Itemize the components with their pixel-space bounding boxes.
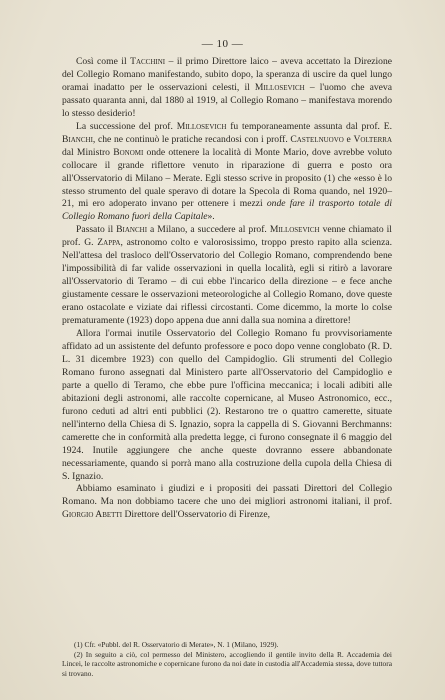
text-run: Direttore dell'Osservatorio di Firenze, [122, 509, 271, 521]
text-run: Abbiamo esaminato i giudizi e i propositi dei passati Direttori del Collegio Romano. Ma non dobbiamo tacere che uno dei migliori astronomi italiani, il prof. [62, 483, 392, 508]
text-run: La successione del prof. [76, 120, 177, 132]
proper-name: Millosevich [269, 224, 320, 236]
text-run: onde ottenere la località di Monte Mario, dove avrebbe voluto collocare il grande riflettore venuto in riparazione di guerra e posto ora all'Osservatorio di Milano – Merate. Egli stesso scrive in proposito (1) che «esso è lo stesso strumento del quale speravo di dotare la Specola di Roma quando, nel 1920–21, mi ero adoperato invano per ottenere i mezzi [62, 146, 392, 210]
paragraph [62, 56, 392, 121]
proper-name: Millosevich [254, 81, 305, 93]
proper-name: Castelnuovo [290, 133, 344, 145]
text-run: Passato il [76, 224, 117, 236]
footnote: (1) Cfr. «Pubbl. del R. Osservatorio di Merate», N. 1 (Milano, 1929). [74, 640, 279, 649]
text-run: , astronomo colto e valorosissimo, troppo presto rapito alla scienza. Nell'attesa del trasloco dell'Osservatorio del Collegio Romano, comprendendo bene l'impossibilità di far valide osservazioni in quella località, egli si ritirò a lavorare all'Osservatorio di Teramo – di cui ebbe l'incarico della direzione – e fece anche giustamente cessare le osservazioni meteorologiche al Collegio Romano, dove queste erano ostacolate e viziate dai riflessi circostanti. Come dicemmo, la morte lo colse prematuramente (1923) dopo appena due anni dalla sua nomina a direttore! [62, 237, 393, 327]
proper-name: Volterra [353, 133, 392, 145]
page-number: — 10 — [201, 38, 244, 50]
footnotes [62, 640, 392, 678]
text-run: e [343, 133, 354, 145]
text-run: , che ne continuò le pratiche recandosi con i proff. [92, 133, 291, 145]
paragraph [62, 121, 392, 225]
paragraph [62, 224, 392, 328]
footnote: (2) In seguito a ciò, col permesso del Ministero, accogliendo il gentile invito della R. Accademia dei Lincei, le raccolte astronomiche e copernicane furono da noi date in custodia all'Accademia stessa, dove tuttora si trovano. [62, 649, 392, 678]
proper-name: Giorgio Abetti [62, 509, 123, 521]
proper-name: Bianchi [116, 224, 148, 236]
text-run: a Milano, a succedere al prof. [147, 224, 270, 236]
text-run: venne chiamato il prof. [62, 224, 392, 249]
proper-name: Bonomi [113, 146, 144, 158]
proper-name: G. Zappa [84, 237, 121, 249]
text-run: ». [207, 211, 215, 223]
text-run: Allora l'ormai inutile Osservatorio del Collegio Romano fu provvisoriamente affidato ad un assistente del defunto professore e poco dopo venne conglobato (R. D. L. 31 dicembre 1923) con quello del Campidoglio. Gli strumenti del Collegio Romano furono assegnati dal Ministero parte all'Osservatorio del Campidoglio e parte a quello di Teramo, che ebbe pure l'officina meccanica; i locali adibiti alle abitazioni degli astronomi, alle raccolte copernicane, al Museo Astronomico, ecc., furono ceduti ad altri enti pubblici (2). Restarono tre o quattro camerette, situate nell'interno della Chiesa di S. Ignazio, sopra la cappella di S. Giovanni Berchmanns: camerette che in conformità alla predetta legge, ci furono consegnate il 6 maggio del 1924. Inutile aggiungere che anche queste dovranno essere abbandonate necessariamente, quando si porrà mano alla costruzione della cupola della Chiesa di S. Ignazio. [62, 328, 392, 482]
proper-name: Tacchini [130, 56, 166, 67]
paragraph [62, 483, 392, 522]
body-text [62, 56, 392, 522]
text-run: Così come il [76, 56, 131, 67]
italic-run: onde fare il trasporto totale di Collegio Romano fuori della Capitale [62, 198, 392, 223]
text-run: dal Ministro [62, 146, 114, 158]
text-run: fu temporaneamente assunta dal prof. [226, 120, 384, 132]
text-run: – il primo Direttore laico – aveva accettato la Direzione del Collegio Romano manifestando, subito dopo, la speranza di uscire da quel lungo oramai inadatto per le osservazioni celesti, il [62, 56, 392, 93]
text-run: – l'uomo che aveva passato quaranta anni, dal 1880 al 1919, al Collegio Romano – manifestava morendo lo stesso desiderio! [62, 81, 392, 119]
proper-name: Millosevich [176, 120, 227, 132]
paragraph [62, 328, 392, 483]
proper-name: E. Bianchi [62, 120, 392, 145]
